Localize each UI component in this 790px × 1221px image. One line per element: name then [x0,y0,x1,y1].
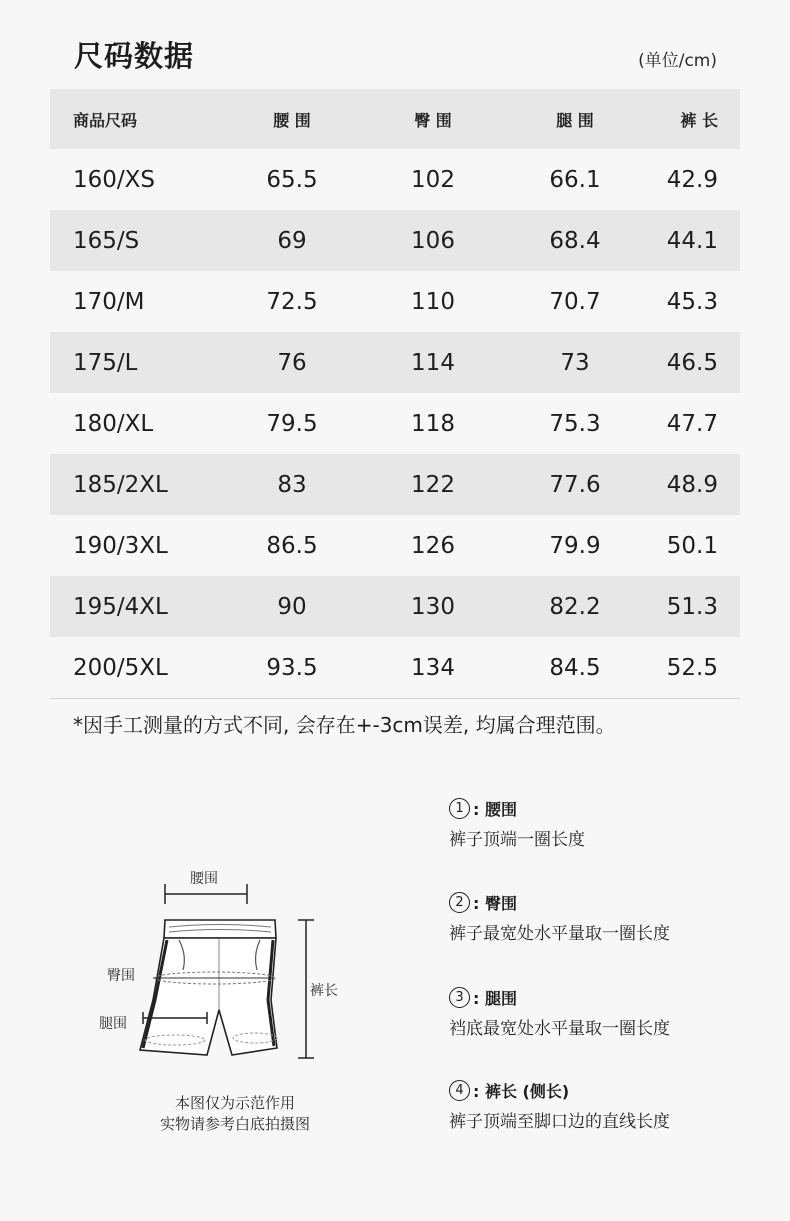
table-row [50,332,740,393]
cell-waist: 69 [223,210,361,271]
legend-item-thigh [449,985,769,1039]
cell-thigh: 73 [505,332,645,393]
cell-length: 45.3 [666,288,718,315]
cell-waist: 90 [223,576,361,637]
cell-waist: 65.5 [266,166,318,193]
cell-hip: 110 [411,288,455,315]
col-header-waist: 腰 围 [223,89,361,149]
cell-waist: 86.5 [266,532,318,559]
cell-thigh: 79.9 [549,532,601,559]
legend-title: : 腰围 [473,799,517,819]
shorts-diagram [95,860,375,1060]
cell-length: 44.1 [645,210,740,271]
legend-item-hip [449,890,769,944]
cell-size: 190/3XL [73,532,168,559]
cell-length: 50.1 [666,532,718,559]
cell-length: 52.5 [645,637,740,699]
caption-line-1: 本图仅为示范作用 [174,1094,295,1112]
cell-thigh: 84.5 [505,637,645,699]
table-row [50,210,740,271]
col-header-hip: 臀 围 [361,89,505,149]
legend-desc: 裤子顶端一圈长度 [449,830,585,850]
cell-hip: 102 [411,166,455,193]
cell-hip: 126 [411,532,455,559]
cell-waist: 83 [223,454,361,515]
thigh-label: 腿围 [99,1016,127,1032]
cell-length: 48.9 [645,454,740,515]
cell-size: 195/4XL [50,576,223,637]
measurement-note: *因手工测量的方式不同, 会存在+-3cm误差, 均属合理范围。 [73,713,616,737]
shorts-illustration [95,860,375,1060]
col-header-size: 商品尺码 [50,89,223,149]
legend-item-waist [449,796,769,850]
cell-size: 160/XS [73,166,156,193]
page-title: 尺码数据 [74,39,195,73]
table-row [50,149,740,210]
legend-title: : 腿围 [473,988,517,1008]
size-table [50,89,740,699]
cell-thigh: 68.4 [505,210,645,271]
cell-size: 185/2XL [50,454,223,515]
legend-desc: 裆底最宽处水平量取一圈长度 [449,1019,670,1039]
table-row [50,454,740,515]
table-row [50,271,740,332]
legend-desc: 裤子最宽处水平量取一圈长度 [449,924,670,944]
cell-length: 51.3 [645,576,740,637]
col-header-thigh: 腿 围 [505,89,645,149]
diagram-caption [95,1093,375,1135]
cell-hip: 122 [361,454,505,515]
length-label: 裤长 [310,983,338,999]
legend-item-length [449,1078,769,1132]
legend-title: : 臀围 [473,893,517,913]
cell-size: 180/XL [73,410,154,437]
cell-hip: 134 [361,637,505,699]
cell-hip: 118 [411,410,455,437]
number-circle-icon: 2 [449,892,470,913]
cell-thigh: 66.1 [549,166,601,193]
waist-label: 腰围 [190,871,218,887]
cell-waist: 72.5 [266,288,318,315]
cell-size: 200/5XL [50,637,223,699]
legend-desc: 裤子顶端至脚口边的直线长度 [449,1112,670,1132]
cell-hip: 130 [361,576,505,637]
table-row [50,637,740,699]
cell-thigh: 82.2 [505,576,645,637]
cell-hip: 106 [361,210,505,271]
cell-thigh: 75.3 [549,410,601,437]
cell-length: 42.9 [666,166,718,193]
hip-label: 臀围 [107,968,135,984]
cell-thigh: 77.6 [505,454,645,515]
number-circle-icon: 4 [449,1080,470,1101]
legend-title: : 裤长 (侧长) [473,1081,570,1101]
cell-waist: 76 [223,332,361,393]
table-row [50,515,740,576]
number-circle-icon: 3 [449,987,470,1008]
cell-hip: 114 [361,332,505,393]
table-row [50,393,740,454]
table-row [50,576,740,637]
cell-length: 46.5 [645,332,740,393]
number-circle-icon: 1 [449,798,470,819]
cell-waist: 79.5 [266,410,318,437]
cell-thigh: 70.7 [549,288,601,315]
col-header-length: 裤 长 [645,89,740,149]
cell-size: 170/M [73,288,145,315]
unit-label: (单位/cm) [638,51,717,71]
caption-line-2: 实物请参考白底拍摄图 [159,1115,310,1133]
cell-size: 175/L [50,332,223,393]
table-header-row [50,89,740,149]
cell-waist: 93.5 [223,637,361,699]
cell-length: 47.7 [666,410,718,437]
cell-size: 165/S [50,210,223,271]
